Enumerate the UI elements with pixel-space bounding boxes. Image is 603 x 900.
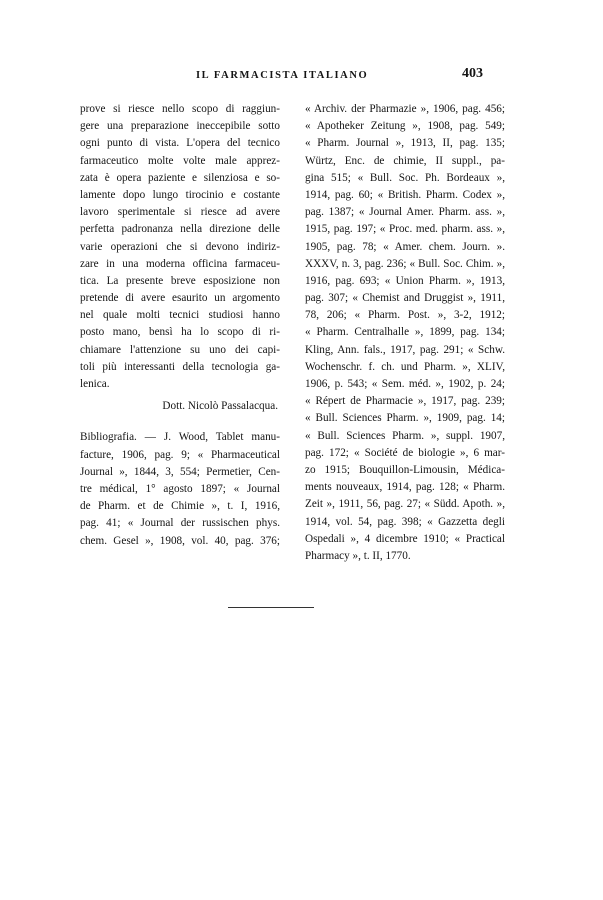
bibliography-line: pag. 307; « Chemist and Druggist », 1911,	[305, 292, 505, 305]
text-line: varie operazioni che si devono indiriz-	[80, 240, 280, 253]
body-text	[80, 101, 280, 393]
text-line: lavoro sperimentale si riesce ad avere	[80, 206, 280, 219]
text-line: zare in una moderna officina farmaceu-	[80, 257, 280, 270]
text-line: prove si riesce nello scopo di raggiun-	[80, 103, 280, 115]
bibliography-line: pag. 172; « Société de biologie », 6 mar-	[305, 446, 505, 459]
text-line: pretende di avere esaurito un argomento	[80, 292, 280, 305]
bibliography-line: Wochenschr. f. ch. und Pharm. », XLIV,	[305, 360, 505, 373]
bibliography-line: tre médical, 1° agosto 1897; « Journal	[80, 482, 280, 495]
section-divider	[228, 607, 314, 608]
bibliography-line: Bibliografia. — J. Wood, Tablet manu-	[80, 431, 280, 444]
bibliography-line: zo 1915; Bouquillon-Limousin, Médica-	[305, 463, 505, 476]
bibliography-line: 1914, vol. 54, pag. 398; « Gazzetta degli	[305, 515, 505, 528]
bibliography-line: de Pharm. et de Chimie », t. I, 1916,	[80, 500, 280, 513]
bibliography-line: ments nouveaux, 1914, pag. 128; « Pharm.	[305, 481, 505, 494]
bibliography-line: « Bull. Sciences Pharm. », suppl. 1907,	[305, 429, 505, 442]
text-line: lamente dopo lungo tirocinio e costante	[80, 188, 280, 201]
bibliography-line: « Bull. Sciences Pharm. », 1909, pag. 14;	[305, 412, 505, 425]
bibliography-line: gina 515; « Bull. Soc. Ph. Bordeaux »,	[305, 171, 505, 184]
author-signature: Dott. Nicolò Passalacqua.	[162, 400, 278, 413]
right-column	[305, 101, 505, 565]
bibliography-line: Pharmacy », t. II, 1770.	[305, 549, 411, 562]
text-line: farmaceutico molte volte male apprez-	[80, 154, 280, 167]
text-line: posto mano, bensì ha lo scopo di ri-	[80, 326, 280, 339]
running-title: IL FARMACISTA ITALIANO	[196, 70, 369, 81]
bibliography-line: 78, 206; « Pharm. Post. », 3-2, 1912;	[305, 309, 505, 322]
page-number: 403	[462, 66, 483, 81]
bibliography-line: « Apotheker Zeitung », 1908, pag. 549;	[305, 120, 505, 133]
bibliography-line: « Pharm. Centralhalle », 1899, pag. 134;	[305, 326, 505, 339]
bibliography-line: « Archiv. der Pharmazie », 1906, pag. 456;	[305, 103, 505, 115]
text-line: nel quale molti tecnici studiosi hanno	[80, 309, 280, 322]
bibliography-line: facture, 1906, pag. 9; « Pharmaceutical	[80, 448, 280, 461]
bibliography-line: pag. 41; « Journal der russischen phys.	[80, 517, 280, 530]
bibliography-line: Ospedali », 4 dicembre 1910; « Practical	[305, 532, 505, 545]
bibliography-line: Kling, Ann. fals., 1917, pag. 291; « Schw.	[305, 343, 505, 356]
bibliography-line: 1906, p. 543; « Sem. méd. », 1902, p. 24;	[305, 378, 505, 390]
section-gap	[80, 415, 280, 429]
text-line: toli più interessanti della tecnologia ga-	[80, 360, 280, 373]
text-line: tica. La presente breve esposizione non	[80, 274, 280, 287]
text-line: chiamare l'attenzione su uno dei capi-	[80, 343, 280, 356]
bibliography-line: Würtz, Enc. de chimie, II suppl., pa-	[305, 154, 505, 167]
bibliography-line: 1905, pag. 78; « Amer. chem. Journ. ».	[305, 240, 505, 253]
text-line: zata è opera paziente e silenziosa e so-	[80, 171, 280, 184]
text-line: ogni punto di vista. L'opera del tecnico	[80, 137, 280, 150]
bibliography	[80, 429, 280, 549]
left-column	[80, 101, 280, 550]
bibliography-line: 1916, pag. 693; « Union Pharm. », 1913,	[305, 274, 505, 287]
bibliography-line: Zeit », 1911, 56, pag. 27; « Südd. Apoth. »,	[305, 498, 505, 511]
text-line: gere una preparazione ineccepibile sotto	[80, 120, 280, 133]
bibliography-line: pag. 1387; « Journal Amer. Pharm. ass. »,	[305, 206, 505, 219]
text-line: lenica.	[80, 378, 110, 390]
bibliography-line: « Pharm. Journal », 1913, II, pag. 135;	[305, 137, 505, 150]
bibliography-line: 1914, pag. 60; « British. Pharm. Codex »,	[305, 188, 505, 201]
bibliography-line: XXXV, n. 3, pag. 236; « Bull. Soc. Chim. »,	[305, 257, 505, 270]
text-line: perfetta padronanza nella direzione delle	[80, 223, 280, 236]
bibliography-line: Journal », 1844, 3, 554; Permetier, Cen-	[80, 465, 280, 478]
bibliography-line: chem. Gesel », 1908, vol. 40, pag. 376;	[80, 534, 280, 547]
bibliography-line: 1915, pag. 197; « Proc. med. pharm. ass. »,	[305, 223, 505, 236]
bibliography-line: « Répert de Pharmacie », 1917, pag. 239;	[305, 395, 505, 408]
